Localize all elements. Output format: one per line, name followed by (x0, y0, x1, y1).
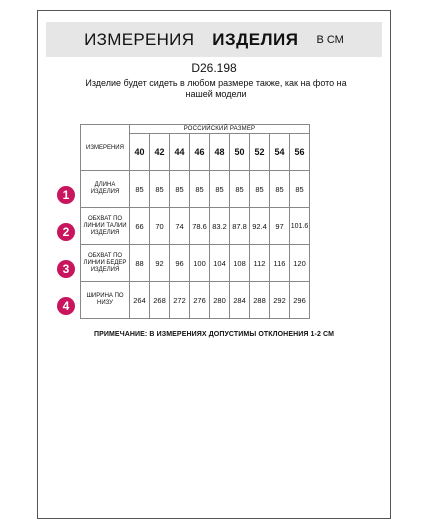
measurement-value: 116 (270, 245, 290, 282)
measurement-value: 66 (130, 208, 150, 245)
row-number-badge: 4 (57, 297, 75, 315)
measurement-value: 284 (230, 282, 250, 319)
size-header-cell: 42 (150, 134, 170, 171)
measurement-value: 96 (170, 245, 190, 282)
header-title-unit: В СМ (316, 33, 344, 46)
measurement-label: ШИРИНА ПО НИЗУ (81, 282, 130, 319)
size-header-cell: 44 (170, 134, 190, 171)
measurement-value: 87.8 (230, 208, 250, 245)
measurement-value: 101.6 (290, 208, 310, 245)
measurement-value: 85 (150, 171, 170, 208)
measurement-value: 120 (290, 245, 310, 282)
measurement-value: 108 (230, 245, 250, 282)
measurement-value: 264 (130, 282, 150, 319)
measurement-value: 78.6 (190, 208, 210, 245)
measurement-sheet (37, 10, 391, 519)
measurement-value: 100 (190, 245, 210, 282)
table-row (81, 282, 310, 319)
measurement-value: 85 (170, 171, 190, 208)
measurement-label: ДЛИНА ИЗДЕЛИЯ (81, 171, 130, 208)
measurement-value: 97 (270, 208, 290, 245)
size-header-cell: 56 (290, 134, 310, 171)
measurement-value: 88 (130, 245, 150, 282)
measurement-value: 112 (250, 245, 270, 282)
size-header-cell: 54 (270, 134, 290, 171)
measurement-value: 83.2 (210, 208, 230, 245)
table-row (81, 245, 310, 282)
measurement-label: ОБХВАТ ПО ЛИНИИ ТАЛИИ ИЗДЕЛИЯ (81, 208, 130, 245)
row-number-badge: 3 (57, 260, 75, 278)
article-number: D26.198 (191, 61, 237, 75)
measurement-value: 74 (170, 208, 190, 245)
measurement-value: 276 (190, 282, 210, 319)
table-row (81, 208, 310, 245)
table-header-row (81, 125, 310, 134)
tolerance-footnote: ПРИМЕЧАНИЕ: В ИЗМЕРЕНИЯХ ДОПУСТИМЫ ОТКЛОНЕНИЯ 1-2 СМ (93, 331, 335, 338)
size-table (80, 124, 310, 319)
header-title-item: ИЗДЕЛИЯ (212, 29, 299, 49)
measurement-value: 85 (270, 171, 290, 208)
measurement-value: 296 (290, 282, 310, 319)
measurement-value: 85 (230, 171, 250, 208)
size-header-cell: 46 (190, 134, 210, 171)
measurement-value: 85 (190, 171, 210, 208)
size-group-header: РОССИЙСКИЙ РАЗМЕР (130, 125, 310, 134)
measurement-value: 280 (210, 282, 230, 319)
fit-note: Изделие будет сидеть в любом размере также, как на фото на нашей модели (85, 78, 347, 99)
size-header-cell: 48 (210, 134, 230, 171)
row-number-badge: 2 (57, 223, 75, 241)
measurement-value: 92 (150, 245, 170, 282)
measurement-value: 272 (170, 282, 190, 319)
size-header-cell: 50 (230, 134, 250, 171)
table-row (81, 171, 310, 208)
measurement-value: 292 (270, 282, 290, 319)
header-band (46, 22, 382, 57)
measurement-label: ОБХВАТ ПО ЛИНИИ БЕДЕР ИЗДЕЛИЯ (81, 245, 130, 282)
header-title-measurements: ИЗМЕРЕНИЯ (84, 29, 195, 49)
measurement-value: 92.4 (250, 208, 270, 245)
measurement-value: 104 (210, 245, 230, 282)
size-header-cell: 52 (250, 134, 270, 171)
measurement-value: 85 (290, 171, 310, 208)
measurement-value: 85 (210, 171, 230, 208)
measurement-value: 85 (130, 171, 150, 208)
measurement-value: 268 (150, 282, 170, 319)
measurement-value: 70 (150, 208, 170, 245)
corner-label: ИЗМЕРЕНИЯ (81, 125, 130, 171)
row-number-badge: 1 (57, 186, 75, 204)
size-header-cell: 40 (130, 134, 150, 171)
measurement-value: 288 (250, 282, 270, 319)
measurement-value: 85 (250, 171, 270, 208)
